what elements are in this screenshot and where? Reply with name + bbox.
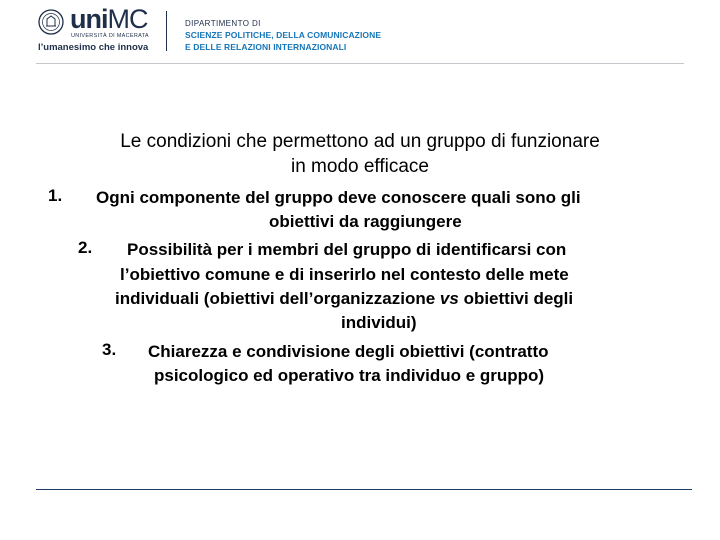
list-item-number: 2. [78,238,93,257]
list-item-text: Ogni componente del gruppo deve conoscere quali sono gli [96,188,581,207]
logo-wordmark [70,6,148,33]
university-seal-icon [38,9,64,35]
list-item-text: obiettivi da raggiungere [269,212,462,231]
top-divider [36,63,684,64]
department-label: DIPARTIMENTO DI [185,19,261,28]
list-item-number: 1. [48,186,63,205]
header [0,0,720,64]
list-item-text [115,287,573,312]
bottom-divider [36,489,692,490]
slide-title-line1: Le condizioni che permettono ad un gruppo di funzionare [120,131,600,152]
list-item-text: Chiarezza e condivisione degli obiettivi (contratto [148,342,549,361]
department-name-line1: SCIENZE POLITICHE, DELLA COMUNICAZIONE [185,30,382,40]
list-item-text-part: individuali (obiettivi dell’organizzazione [115,289,440,308]
slide-title [36,129,684,179]
list-item-text: l’obiettivo comune e di inserirlo nel contesto delle mete [120,265,569,284]
list-item-text-part: obiettivi degli [458,289,574,308]
list-item-emphasis: vs [439,289,459,308]
slide-title-line2: in modo efficace [290,156,429,177]
header-divider [166,11,167,51]
tagline: l’umanesimo che innova [38,42,149,53]
list-item-text: Possibilità per i membri del gruppo di identificarsi con [127,240,567,259]
logo-subtitle: UNIVERSITÀ DI MACERATA [71,33,149,39]
logo-brand-bold: uni [70,4,108,34]
list-item-text: psicologico ed operativo tra individuo e gruppo) [154,366,545,385]
department-name-line2: E DELLE RELAZIONI INTERNAZIONALI [185,42,347,52]
list-item-text: individui) [341,313,417,332]
list-item-number: 3. [102,340,117,359]
logo-brand-thin: MC [107,4,148,34]
